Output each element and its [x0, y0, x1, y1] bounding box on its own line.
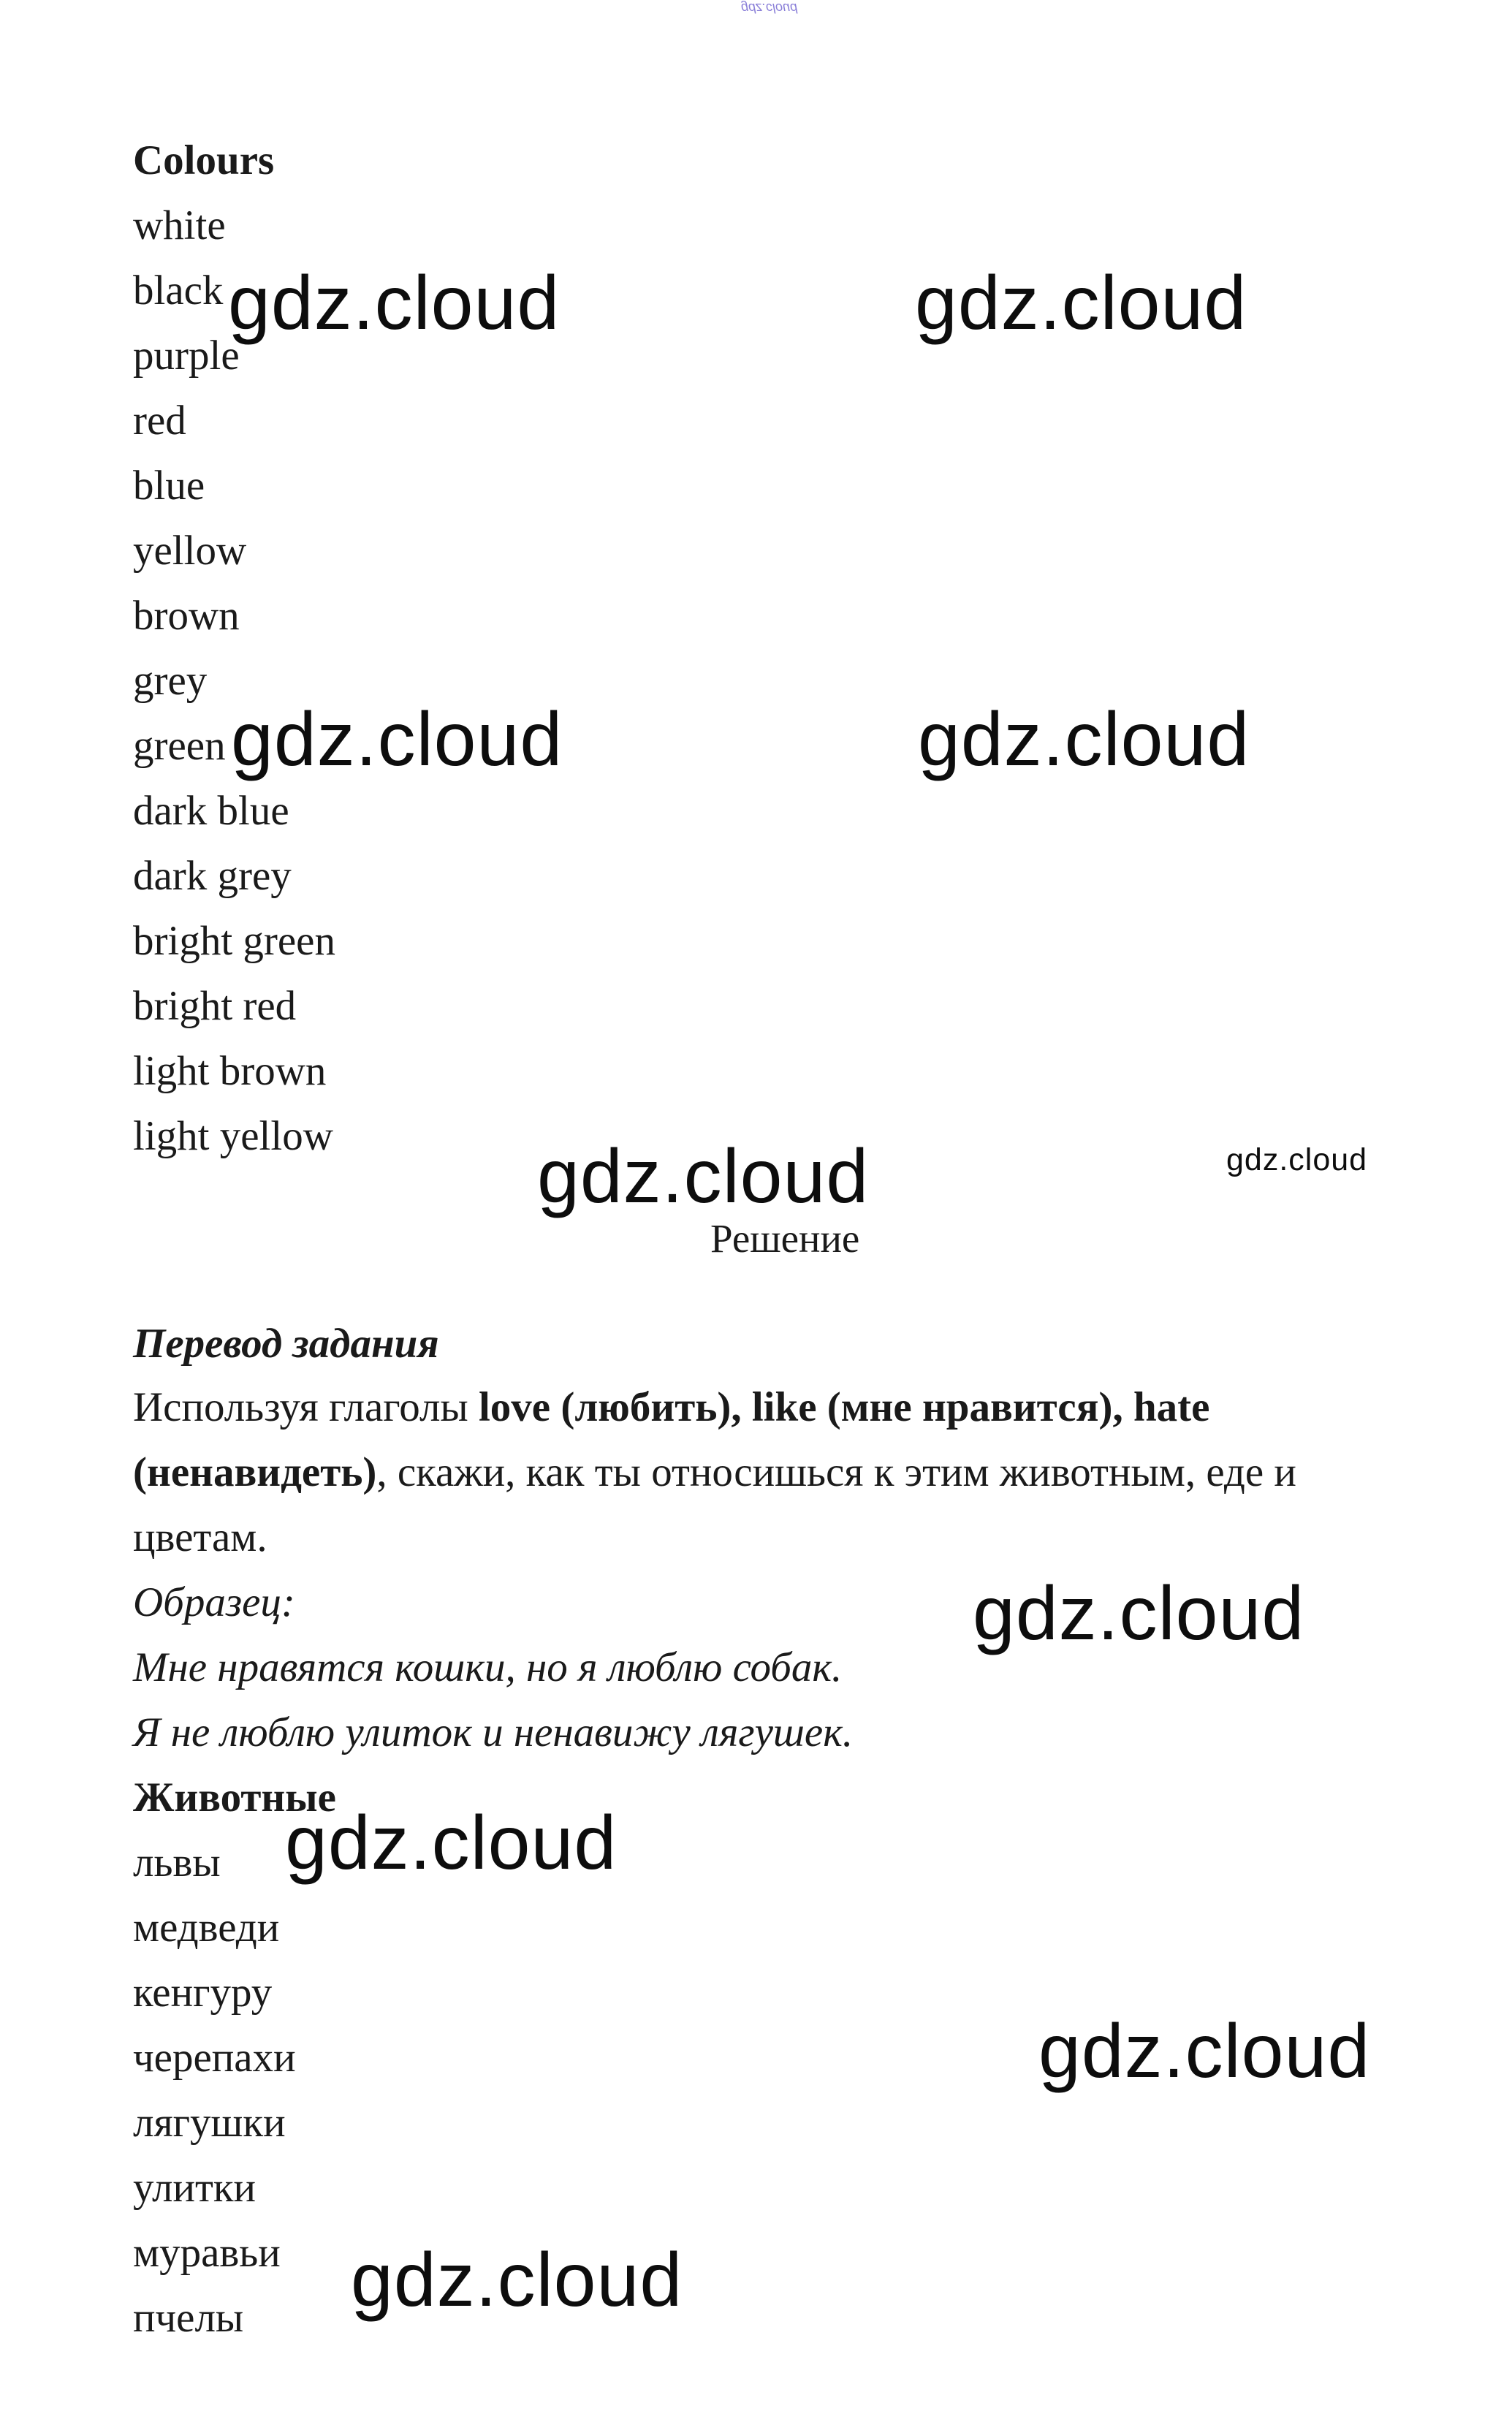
- translation-text-line-1: [133, 1375, 1209, 1440]
- verb-hate: hate: [1133, 1384, 1210, 1430]
- colours-heading: Colours: [133, 137, 275, 183]
- translation-heading: Перевод задания: [133, 1321, 439, 1367]
- verb-like: like (мне нравится): [751, 1384, 1113, 1430]
- colour-item: white: [133, 202, 226, 248]
- watermark: gdz.cloud: [973, 1571, 1305, 1656]
- watermark: gdz.cloud: [285, 1801, 618, 1886]
- animal-item: лягушки: [133, 2100, 286, 2146]
- verb-love: love (любить): [478, 1384, 732, 1430]
- colour-item: green: [133, 723, 226, 769]
- colour-item: light yellow: [133, 1113, 333, 1159]
- animal-item: муравьи: [133, 2230, 281, 2276]
- colour-item: bright green: [133, 918, 335, 964]
- animal-item: медведи: [133, 1905, 280, 1951]
- colour-item: yellow: [133, 528, 247, 574]
- colour-item: light brown: [133, 1048, 327, 1094]
- animal-item: львы: [133, 1840, 221, 1886]
- colour-item: black: [133, 267, 224, 314]
- animal-item: улитки: [133, 2165, 257, 2211]
- animal-item: черепахи: [133, 2035, 296, 2081]
- example-label: Образец:: [133, 1579, 295, 1625]
- colour-item: brown: [133, 593, 240, 639]
- watermark: gdz.cloud: [351, 2238, 683, 2323]
- example-sentence-2: Я не люблю улиток и ненавижу лягушек.: [133, 1709, 854, 1755]
- watermark-small: gdz.cloud: [1226, 1142, 1368, 1177]
- example-sentence-1: Мне нравятся кошки, но я люблю собак.: [133, 1644, 843, 1690]
- watermark: gdz.cloud: [918, 697, 1250, 782]
- watermark: gdz.cloud: [228, 261, 561, 346]
- watermark: gdz.cloud: [915, 261, 1247, 346]
- colour-item: dark blue: [133, 788, 289, 834]
- translation-rest: , скажи, как ты относишься к этим животным, еде и: [376, 1449, 1296, 1495]
- animal-item: пчелы: [133, 2295, 244, 2341]
- translation-text-line-3: цветам.: [133, 1514, 267, 1560]
- animal-item: кенгуру: [133, 1970, 273, 2016]
- separator: ,: [1112, 1384, 1133, 1430]
- animals-heading: Животные: [133, 1774, 336, 1821]
- translation-text-line-2: [133, 1440, 1296, 1505]
- solution-label: Решение: [710, 1216, 860, 1261]
- colour-item: dark grey: [133, 853, 292, 899]
- colour-item: grey: [133, 658, 208, 704]
- colour-item: blue: [133, 463, 205, 509]
- colour-item: bright red: [133, 983, 297, 1029]
- watermark: gdz.cloud: [537, 1134, 870, 1219]
- colour-item: purple: [133, 333, 240, 379]
- watermark: gdz.cloud: [231, 697, 563, 782]
- translation-intro: Используя глаголы: [133, 1384, 479, 1430]
- watermark: gdz.cloud: [1038, 2009, 1371, 2094]
- header-watermark: gdz.cloud: [741, 1, 798, 15]
- separator: ,: [731, 1384, 752, 1430]
- colour-item: red: [133, 398, 186, 444]
- verb-hate-translation: (ненавидеть): [133, 1449, 377, 1495]
